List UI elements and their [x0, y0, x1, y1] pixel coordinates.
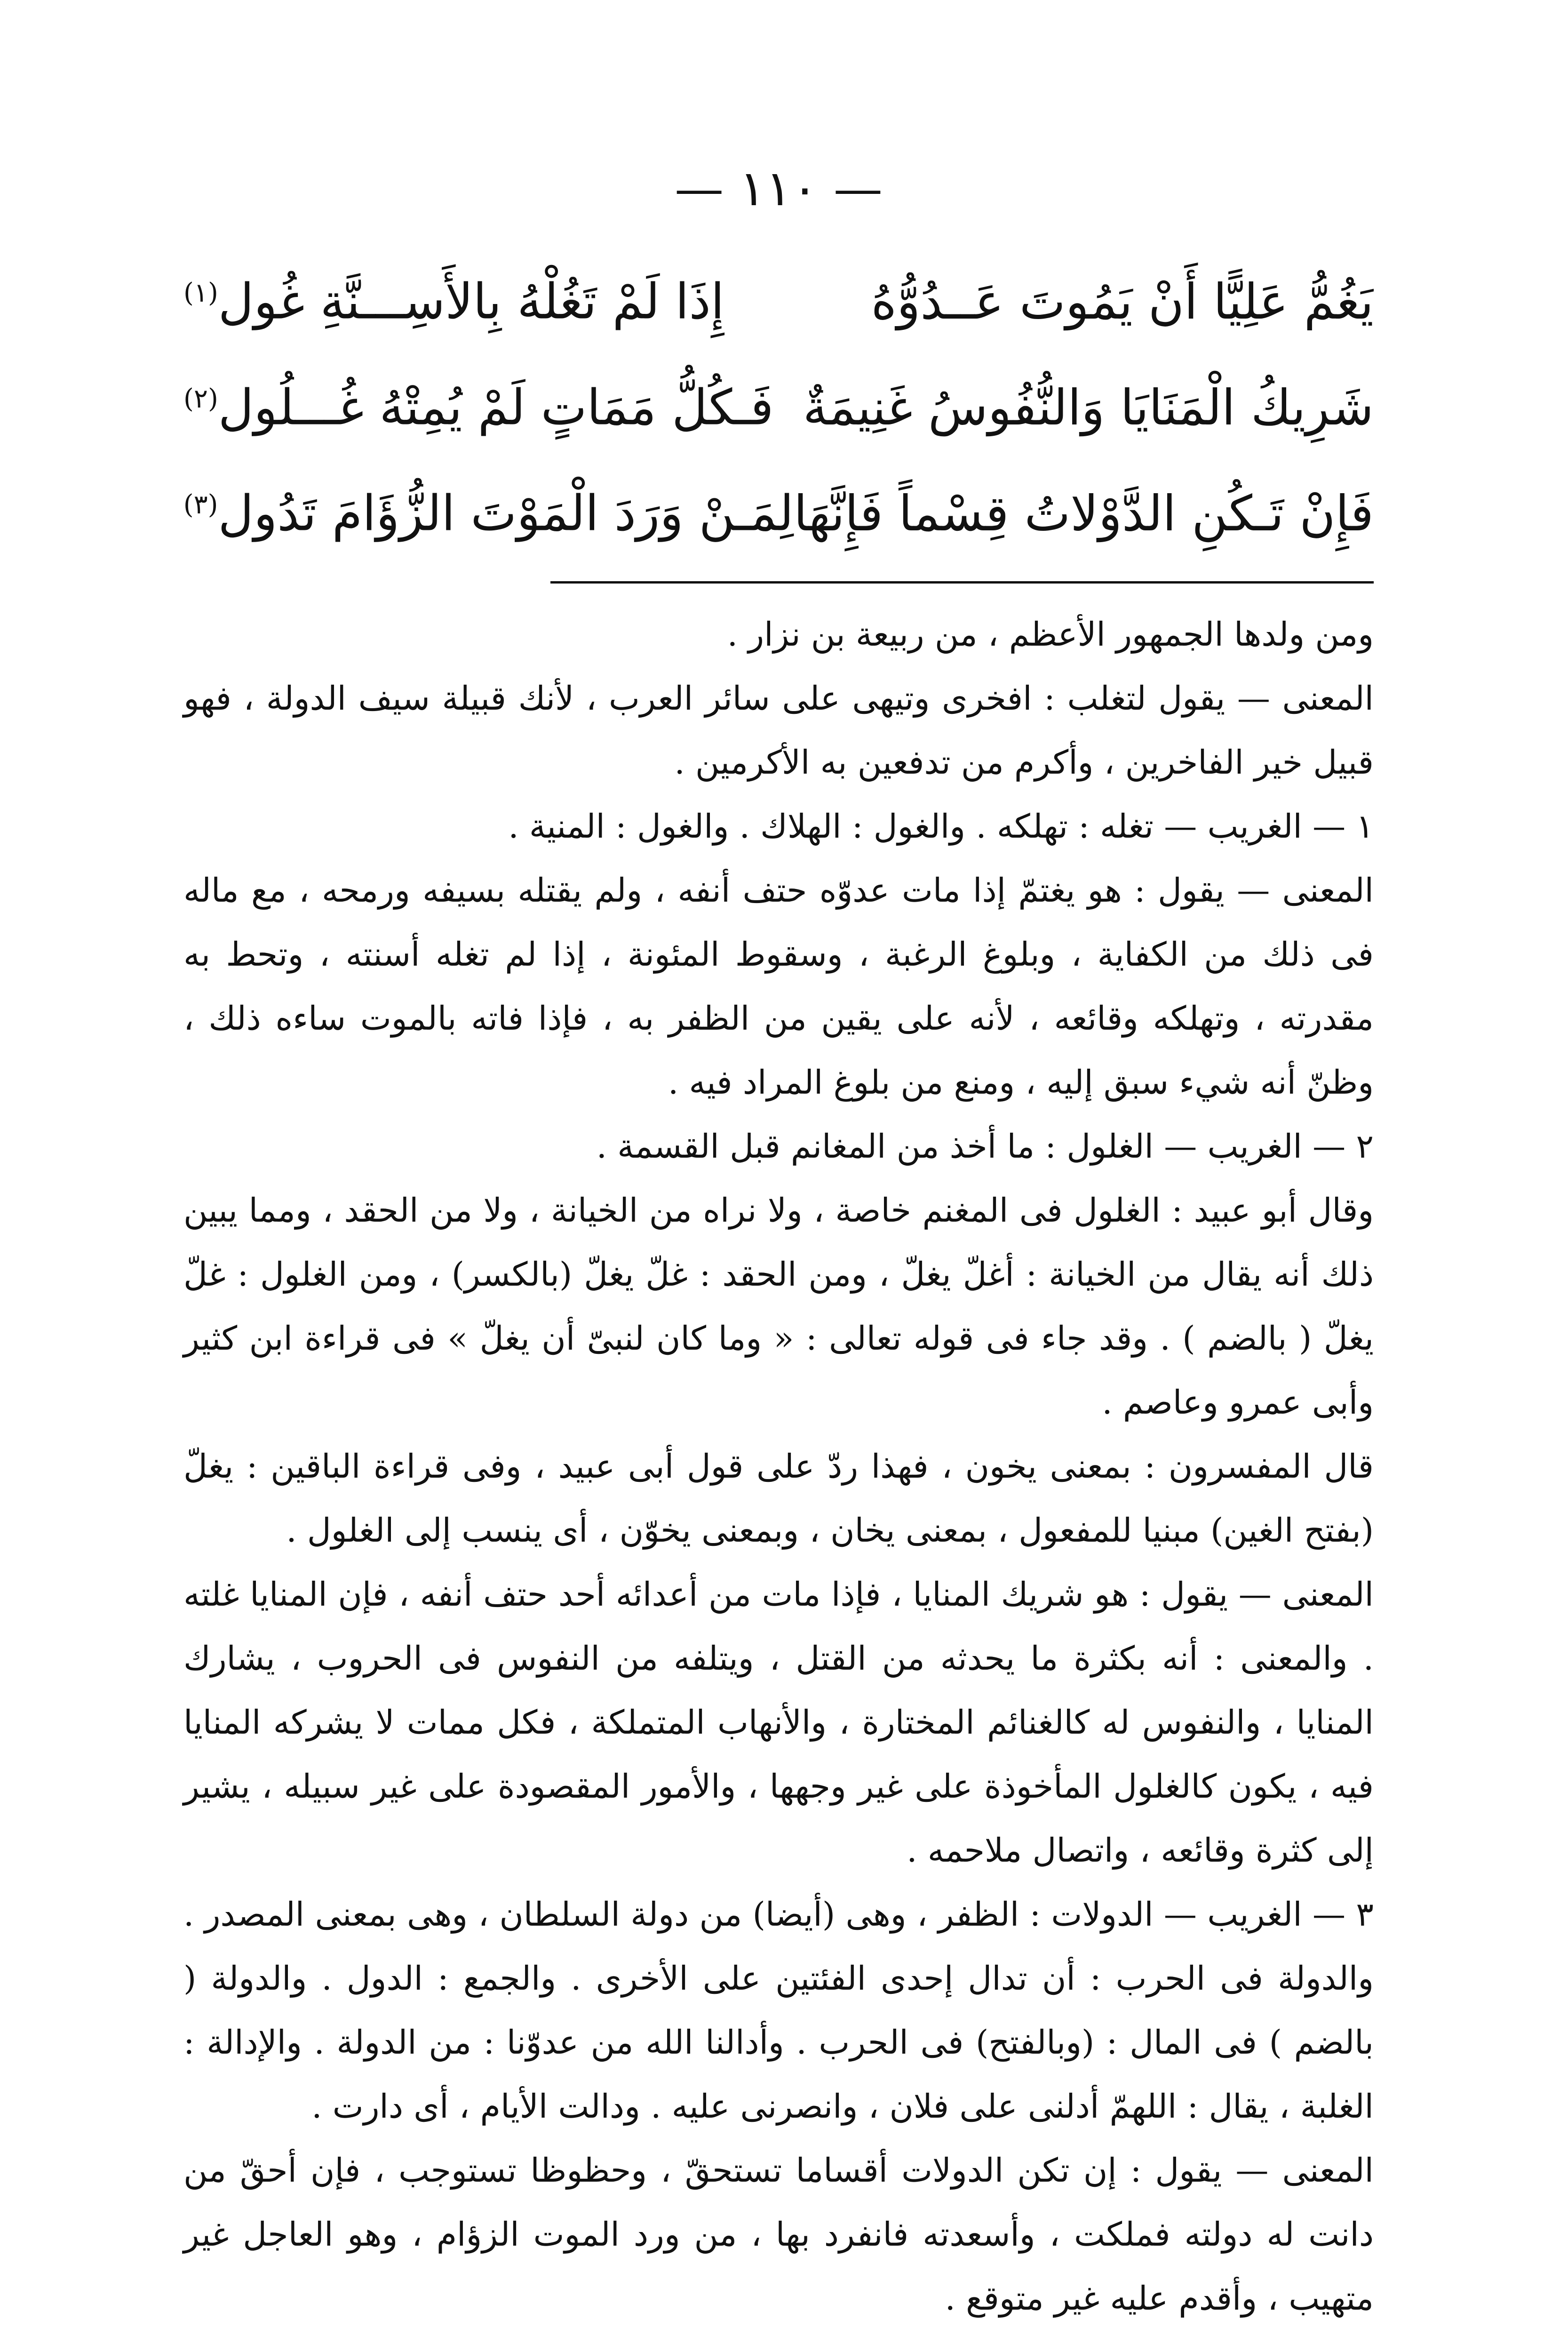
verse-2-second-text: فَـكُلُّ مَمَاتٍ لَمْ يُمِتْهُ غُـــلُول	[218, 378, 774, 436]
commentary-paragraph-meaning-intro: المعنى — يقول لتغلب : افخرى وتيهى على سائر العرب ، لأنك قبيلة سيف الدولة ، فهو قبيل خير الفاخرين ، وأكرم من تدفعين به الأكرمين .	[183, 679, 1374, 782]
verse-3-first-hemistich: فَإِنْ تَـكُنِ الدَّوْلاتُ قِسْماً فَإِنَّهَا	[794, 484, 1374, 542]
verse-2-footnote-marker: (٢)	[183, 384, 218, 414]
commentary-paragraph-gloss-1: ١ — الغريب — تغله : تهلكه . والغول : الهلاك . والغول : المنية .	[508, 807, 1374, 846]
commentary-paragraph-exegetes: قال المفسرون : بمعنى يخون ، فهذا ردّ على قول أبى عبيد ، وفى قراءة الباقين : يغلّ (بفتح الغين) مبنيا للمفعول ، بمعنى يخان ، وبمعنى يخوّن ، أى ينسب إلى الغلول .	[183, 1447, 1374, 1550]
commentary-paragraph-gloss-2: ٢ — الغريب — الغلول : ما أخذ من المغانم قبل القسمة .	[596, 1127, 1374, 1166]
commentary-paragraph-meaning-3: المعنى — يقول : إن تكن الدولات أقساما تستحقّ ، وحظوظا تستوجب ، فإن أحقّ من دانت له دولته فملكت ، وأسعدته فانفرد بها ، من ورد الموت الزؤام ، وهو العاجل غير متهيب ، وأقدم عليه غير متوقع .	[183, 2151, 1374, 2318]
verse-1-second-hemistich	[183, 240, 724, 346]
section-divider	[550, 581, 1374, 584]
verse-1-first-hemistich: يَغُمُّ عَلِيًّا أَنْ يَمُوتَ عَــدُوُّهُ	[871, 272, 1374, 330]
commentary-paragraph-meaning-1: المعنى — يقول : هو يغتمّ إذا مات عدوّه حتف أنفه ، ولم يقتله بسيفه ورمحه ، مع ماله فى ذلك من الكفاية ، وبلوغ الرغبة ، وسقوط المئونة ، إذا لم تغله أسنته ، وتحط به مقدرته ، وتهلكه وقائعه ، لأنه على يقين من الظفر به ، فإذا فاته بالموت ساءه ذلك ، وظنّ أنه شيء سبق إليه ، ومنع من بلوغ المراد فيه .	[183, 871, 1374, 1102]
verse-3-second-hemistich	[183, 452, 794, 558]
verse-3	[183, 452, 1374, 558]
verse-1-second-text: إِذَا لَمْ تَغُلْهُ بِالأَسِـــنَّةِ غُول	[218, 272, 724, 330]
poem-verses	[183, 240, 1374, 558]
commentary-paragraph-lineage: ومن ولدها الجمهور الأعظم ، من ربيعة بن نزار .	[727, 615, 1374, 654]
commentary-paragraph-meaning-2: المعنى — يقول : هو شريك المنايا ، فإذا مات من أعدائه أحد حتف أنفه ، فإن المنايا غلته . والمعنى : أنه بكثرة ما يحدثه من القتل ، ويتلفه من النفوس فى الحروب ، يشارك المنايا ، والنفوس له كالغنائم المختارة ، والأنهاب المتملكة ، فكل ممات لا يشركه المنايا فيه ، يكون كالغلول المأخوذة على غير وجهها ، والأمور المقصودة على غير سبيله ، يشير إلى كثرة وقائعه ، واتصال ملاحمه .	[183, 1575, 1374, 1870]
page-number: — ١١٠ —	[675, 160, 883, 217]
commentary-paragraph-abu-ubayd: وقال أبو عبيد : الغلول فى المغنم خاصة ، ولا نراه من الخيانة ، ولا من الحقد ، ومما يبين ذلك أنه يقال من الخيانة : أغلّ يغلّ ، ومن الحقد : غلّ يغلّ (بالكسر) ، ومن الغلول : غلّ يغلّ ( بالضم ) . وقد جاء فى قوله تعالى : « وما كان لنبىّ أن يغلّ » فى قراءة ابن كثير وأبى عمرو وعاصم .	[183, 1191, 1374, 1422]
verse-1-footnote-marker: (١)	[183, 278, 218, 308]
verse-1	[183, 240, 1374, 346]
commentary-paragraph-gloss-3: ٣ — الغريب — الدولات : الظفر ، وهى (أيضا) من دولة السلطان ، وهى بمعنى المصدر . والدولة فى الحرب : أن تدال إحدى الفئتين على الأخرى . والجمع : الدول . والدولة ( بالضم ) فى المال : (وبالفتح) فى الحرب . وأدالنا الله من عدوّنا : من الدولة . والإدالة : الغلبة ، يقال : اللهمّ أدلنى على فلان ، وانصرنى عليه . ودالت الأيام ، أى دارت .	[183, 1895, 1374, 2126]
book-page	[183, 155, 1374, 2318]
verse-3-footnote-marker: (٣)	[183, 489, 218, 520]
verse-2-first-hemistich: شَرِيكُ الْمَنَايَا وَالنُّفُوسُ غَنِيمَةٌ	[803, 378, 1374, 436]
verse-2	[183, 346, 1374, 452]
verse-2-second-hemistich	[183, 346, 773, 452]
verse-3-second-text: لِمَـنْ وَرَدَ الْمَوْتَ الزُّؤَامَ تَدُول	[218, 484, 794, 542]
commentary	[183, 602, 1374, 2330]
